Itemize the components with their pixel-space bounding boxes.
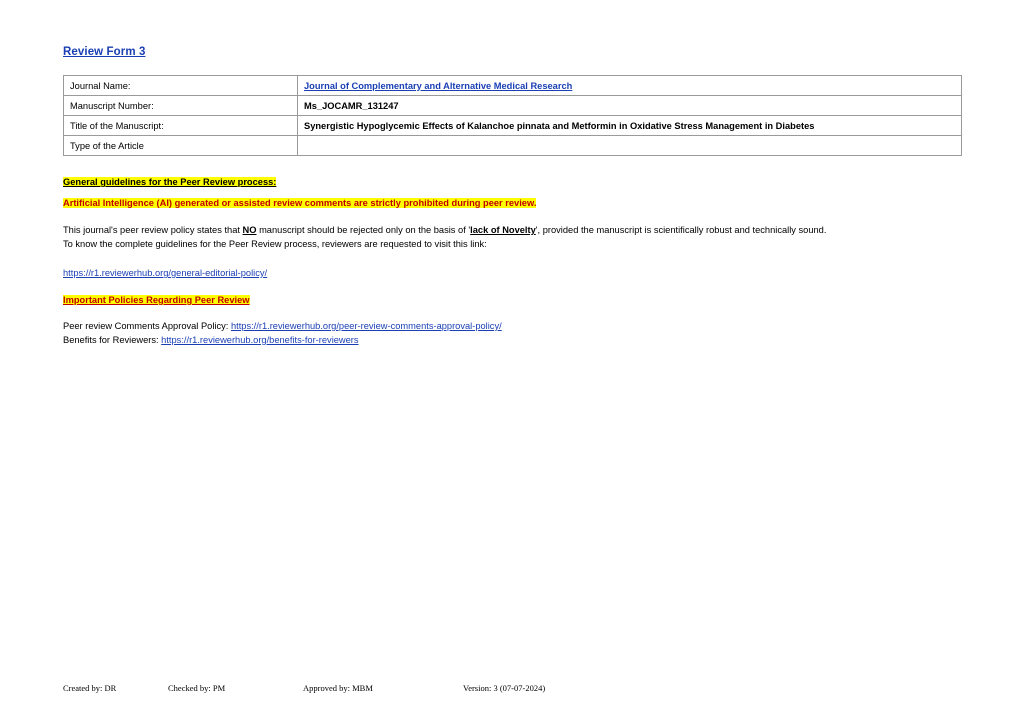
benefits-link[interactable]: https://r1.reviewerhub.org/benefits-for-reviewers (161, 334, 359, 345)
editorial-policy-link[interactable]: https://r1.reviewerhub.org/general-editorial-policy/ (63, 268, 268, 278)
document-content (63, 46, 963, 347)
benefits-line (63, 334, 963, 348)
table-row (64, 136, 962, 156)
guidelines-heading (63, 177, 963, 187)
peer-review-policy-paragraph (63, 224, 963, 251)
table-row (64, 96, 962, 116)
footer-version: Version: 3 (07-07-2024) (463, 683, 546, 693)
editorial-policy-link-line (63, 263, 963, 281)
manuscript-number-value: Ms_JOCAMR_131247 (298, 96, 962, 116)
approval-policy-line (63, 320, 963, 334)
policy-text-part3: ', provided the manuscript is scientifically robust and technically sound. (535, 225, 827, 235)
benefits-label: Benefits for Reviewers: (63, 334, 162, 345)
article-type-value[interactable] (298, 136, 962, 156)
ai-warning-text: Artificial Intelligence (AI) generated or assisted review comments are strictly prohibited during peer review. (63, 198, 537, 208)
policy-text-part1: This journal's peer review policy states that (63, 225, 243, 235)
manuscript-title-label: Title of the Manuscript: (64, 116, 298, 136)
ai-warning-wrapper (63, 187, 963, 211)
policy-text-part4: To know the complete guidelines for the Peer Review process, reviewers are requested to visit this link: (63, 238, 487, 249)
footer-created-by: Created by: DR (63, 683, 117, 693)
policies-heading-wrapper (63, 281, 963, 308)
journal-name-label: Journal Name: (64, 76, 298, 96)
approval-policy-link[interactable]: https://r1.reviewerhub.org/peer-review-comments-approval-policy/ (230, 321, 502, 331)
manuscript-info-table (63, 75, 962, 156)
policy-text-part2: manuscript should be rejected only on the basis of ' (256, 225, 471, 235)
policy-novelty: lack of Novelty (470, 225, 536, 235)
table-row (64, 76, 962, 96)
article-type-label: Type of the Article (64, 136, 298, 156)
table-row (64, 116, 962, 136)
journal-name-link[interactable]: Journal of Complementary and Alternative Medical Research (304, 80, 573, 91)
approval-policy-label: Peer review Comments Approval Policy: (63, 321, 231, 331)
manuscript-number-label: Manuscript Number: (64, 96, 298, 116)
footer-approved-by: Approved by: MBM (303, 683, 373, 693)
policy-no: NO (242, 225, 257, 235)
manuscript-title-value: Synergistic Hypoglycemic Effects of Kalanchoe pinnata and Metformin in Oxidative Stress Management in Diabetes (298, 116, 962, 136)
journal-name-value (298, 76, 962, 96)
policies-heading: Important Policies Regarding Peer Review (63, 295, 250, 305)
page-title: Review Form 3 (63, 46, 146, 58)
footer-checked-by: Checked by: PM (168, 683, 226, 693)
guidelines-heading-text: General guidelines for the Peer Review process: (63, 177, 277, 187)
